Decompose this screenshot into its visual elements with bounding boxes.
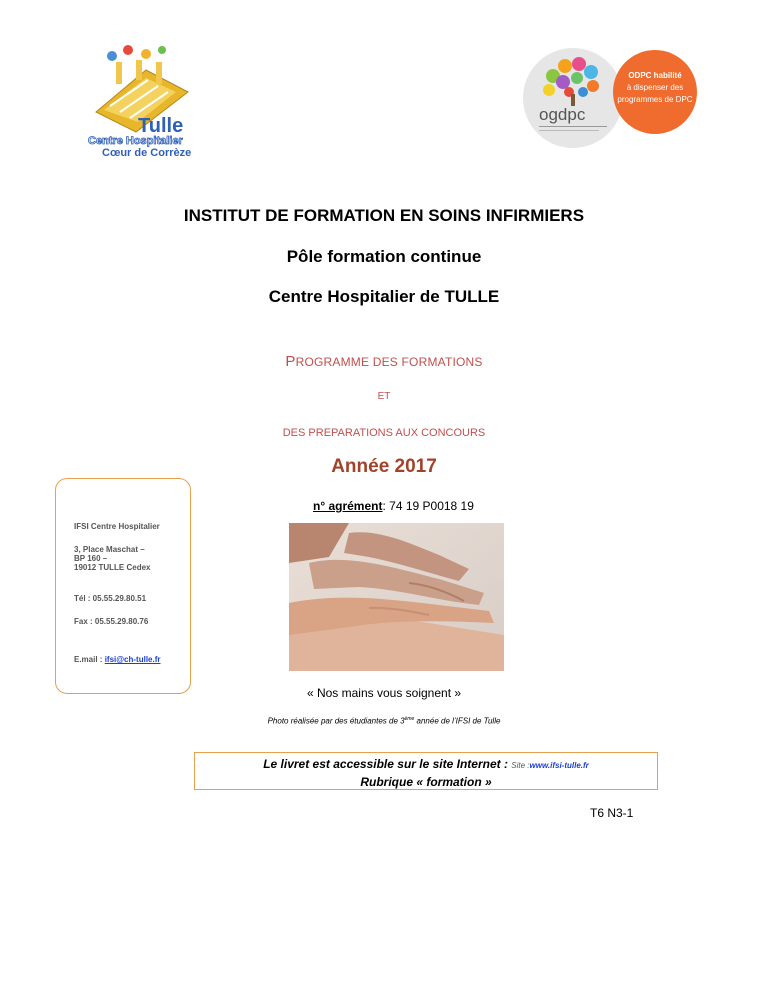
contact-email-label: E.mail : — [74, 655, 105, 664]
contact-tel: Tél : 05.55.29.80.51 — [74, 594, 147, 603]
program-heading-rest: ROGRAMME DES FORMATIONS — [295, 355, 483, 369]
photo-credit-after: année de l’IFSI de Tulle — [414, 716, 501, 726]
website-box — [194, 752, 658, 790]
program-year: Année 2017 — [331, 456, 437, 477]
svg-text:Centre Hospitalier: Centre Hospitalier — [88, 135, 183, 147]
program-heading-initial: P — [285, 353, 296, 370]
svg-text:à dispenser des: à dispenser des — [626, 83, 684, 92]
tulle-hospital-logo — [76, 40, 206, 158]
photo-credit-before: Photo réalisée par des étudiantes de 3 — [267, 716, 405, 726]
website-link[interactable]: www.ifsi-tulle.fr — [529, 761, 589, 770]
contact-email-link[interactable]: ifsi@ch-tulle.fr — [104, 655, 161, 664]
website-site-label: Site : — [511, 761, 530, 770]
contact-name: IFSI Centre Hospitalier — [74, 522, 160, 531]
svg-text:programmes de DPC: programmes de DPC — [617, 95, 693, 104]
hospital-name: Centre Hospitalier de TULLE — [268, 287, 500, 306]
institute-title: INSTITUT DE FORMATION EN SOINS INFIRMIERS — [183, 206, 585, 225]
agrement-number — [313, 499, 474, 513]
photo-credit — [0, 716, 768, 726]
photo-credit-sup: ème — [404, 716, 415, 722]
ogdpc-logo — [521, 48, 701, 148]
contact-address-1: 3, Place Maschat – — [74, 545, 145, 554]
website-site — [511, 761, 589, 770]
svg-text:ODPC habilité: ODPC habilité — [628, 71, 682, 80]
agrement-label: n° agrément — [313, 499, 383, 513]
agrement-value: : 74 19 P0018 19 — [382, 499, 474, 513]
program-and: ET — [377, 391, 391, 402]
svg-text:Tulle: Tulle — [138, 115, 184, 137]
hands-photo — [289, 523, 504, 671]
contact-fax: Fax : 05.55.29.80.76 — [74, 617, 149, 626]
department-subtitle: Pôle formation continue — [286, 247, 482, 266]
document-reference: T6 N3-1 — [590, 806, 634, 820]
contact-address-3: 19012 TULLE Cedex — [74, 563, 151, 572]
website-line-1 — [195, 756, 657, 774]
svg-text:Cœur de Corrèze: Cœur de Corrèze — [102, 147, 192, 158]
program-heading — [0, 353, 768, 370]
website-text: Le livret est accessible sur le site Internet : — [263, 757, 512, 771]
contact-address-2: BP 160 – — [74, 554, 108, 563]
program-preparations: DES PREPARATIONS AUX CONCOURS — [282, 427, 486, 439]
website-line-2: Rubrique « formation » — [360, 775, 492, 789]
svg-text:ogdpc: ogdpc — [539, 105, 586, 124]
contact-email — [74, 655, 161, 665]
photo-caption: « Nos mains vous soignent » — [306, 686, 462, 700]
